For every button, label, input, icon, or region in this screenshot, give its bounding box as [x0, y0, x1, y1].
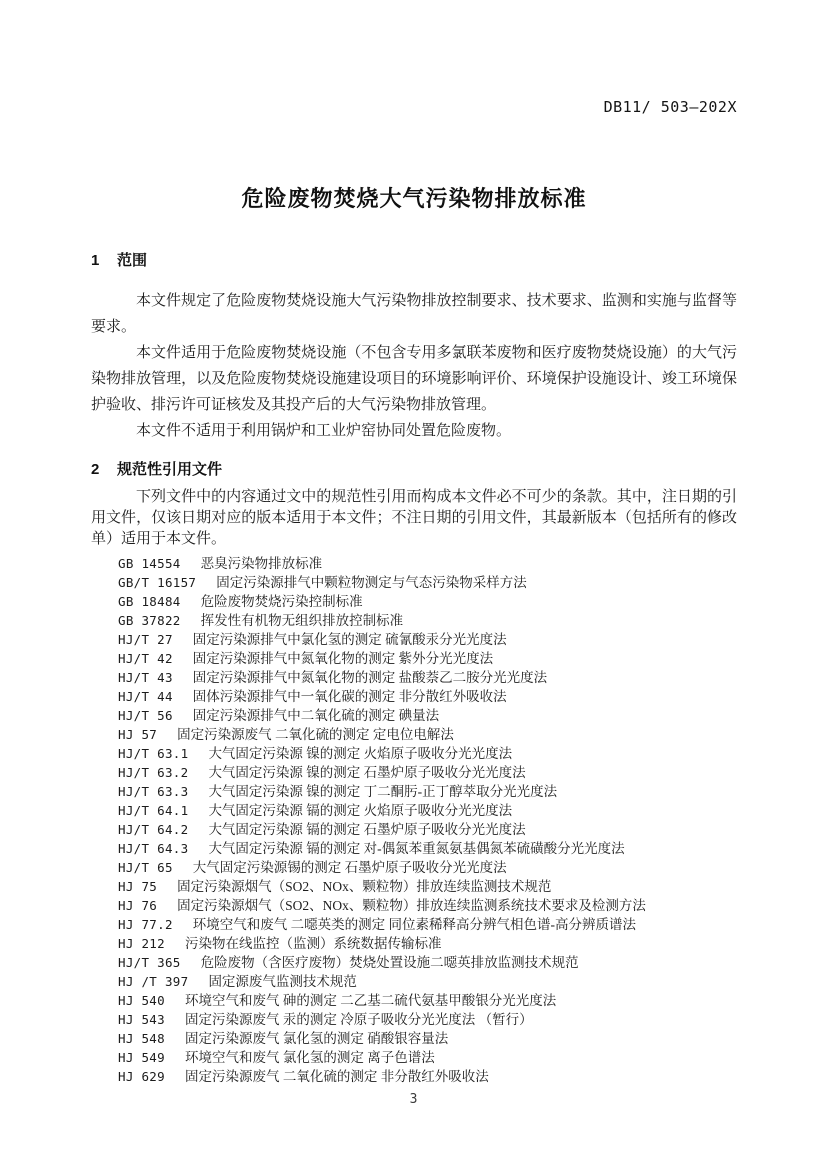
reference-item — [118, 972, 737, 991]
reference-title: 环境空气和废气 砷的测定 二乙基二硫代氨基甲酸银分光光度法 — [184, 993, 557, 1008]
section-2-number: 2 — [91, 461, 100, 478]
reference-code: HJ /T 397 — [118, 974, 189, 989]
reference-item — [118, 630, 737, 649]
reference-item — [118, 649, 737, 668]
reference-title: 固体污染源排气中一氧化碳的测定 非分散红外吸收法 — [192, 689, 507, 704]
paragraph: 下列文件中的内容通过文中的规范性引用而构成本文件必不可少的条款。其中，注日期的引用文件，仅该日期对应的版本适用于本文件；不注日期的引用文件，其最新版本（包括所有的修改单）适用于本文件。 — [91, 489, 737, 547]
reference-title: 固定污染源排气中氮氧化物的测定 紫外分光光度法 — [192, 651, 494, 666]
reference-code: HJ/T 43 — [118, 670, 173, 685]
reference-code: HJ 76 — [118, 898, 158, 913]
reference-item — [118, 896, 737, 915]
reference-item — [118, 782, 737, 801]
reference-code: HJ/T 44 — [118, 689, 173, 704]
reference-item — [118, 1029, 737, 1048]
paragraph: 本文件适用于危险废物焚烧设施（不包含专用多氯联苯废物和医疗废物焚烧设施）的大气污染物排放管理，以及危险废物焚烧设施建设项目的环境影响评价、环境保护设施设计、竣工环境保护验收、排污许可证核发及其投产后的大气污染物排放管理。 — [91, 345, 737, 413]
section-1-heading — [91, 249, 737, 270]
section-1-number: 1 — [91, 252, 100, 269]
reference-item — [118, 858, 737, 877]
reference-code: HJ/T 63.1 — [118, 746, 189, 761]
reference-item — [118, 744, 737, 763]
reference-title: 固定污染源废气 二氧化硫的测定 非分散红外吸收法 — [184, 1069, 489, 1084]
reference-item — [118, 1010, 737, 1029]
references-list — [91, 554, 737, 1086]
reference-title: 大气固定污染源锡的测定 石墨炉原子吸收分光光度法 — [192, 860, 507, 875]
reference-code: GB 14554 — [118, 556, 181, 571]
standard-code-header: DB11/ 503—202X — [603, 98, 737, 116]
reference-code: HJ 540 — [118, 993, 165, 1008]
reference-title: 大气固定污染源 镍的测定 石墨炉原子吸收分光光度法 — [208, 765, 526, 780]
reference-title: 污染物在线监控（监测）系统数据传输标准 — [184, 936, 442, 951]
reference-title: 固定污染源废气 二氧化硫的测定 定电位电解法 — [177, 727, 454, 742]
reference-code: HJ 543 — [118, 1012, 165, 1027]
paragraph: 本文件不适用于利用锅炉和工业炉窑协同处置危险废物。 — [136, 423, 512, 439]
reference-title: 环境空气和废气 二噁英类的测定 同位素稀释高分辨气相色谱-高分辨质谱法 — [192, 917, 637, 932]
reference-code: HJ/T 27 — [118, 632, 173, 647]
reference-title: 固定污染源废气 汞的测定 冷原子吸收分光光度法 （暂行） — [184, 1012, 533, 1027]
reference-code: HJ 549 — [118, 1050, 165, 1065]
reference-item — [118, 725, 737, 744]
reference-title: 固定污染源烟气（SO2、NOx、颗粒物）排放连续监测技术规范 — [177, 879, 552, 894]
reference-item — [118, 573, 737, 592]
reference-code: HJ 548 — [118, 1031, 165, 1046]
reference-code: HJ/T 63.2 — [118, 765, 189, 780]
reference-item — [118, 687, 737, 706]
reference-item — [118, 915, 737, 934]
reference-item — [118, 953, 737, 972]
reference-title: 固定污染源废气 氯化氢的测定 硝酸银容量法 — [184, 1031, 449, 1046]
reference-item — [118, 592, 737, 611]
reference-item — [118, 763, 737, 782]
reference-title: 固定污染源排气中二氧化硫的测定 碘量法 — [192, 708, 440, 723]
reference-title: 恶臭污染物排放标准 — [200, 556, 323, 571]
section-1-title: 范围 — [117, 252, 148, 269]
reference-item — [118, 934, 737, 953]
reference-item — [118, 1048, 737, 1067]
reference-item — [118, 668, 737, 687]
reference-item — [118, 801, 737, 820]
reference-code: HJ/T 56 — [118, 708, 173, 723]
section-scope — [91, 249, 737, 444]
reference-item — [118, 991, 737, 1010]
reference-item — [118, 706, 737, 725]
reference-item — [118, 877, 737, 896]
reference-code: HJ 629 — [118, 1069, 165, 1084]
reference-title: 固定污染源排气中氮氧化物的测定 盐酸萘乙二胺分光光度法 — [192, 670, 548, 685]
reference-title: 环境空气和废气 氯化氢的测定 离子色谱法 — [184, 1050, 435, 1065]
reference-title: 固定污染源烟气（SO2、NOx、颗粒物）排放连续监测系统技术要求及检测方法 — [177, 898, 646, 913]
reference-title: 大气固定污染源 镉的测定 对-偶氮苯重氮氨基偶氮苯硫磺酸分光光度法 — [208, 841, 625, 856]
reference-code: GB/T 16157 — [118, 575, 197, 590]
reference-code: HJ/T 365 — [118, 955, 181, 970]
reference-title: 固定污染源排气中颗粒物测定与气态污染物采样方法 — [216, 575, 527, 590]
reference-code: HJ 75 — [118, 879, 158, 894]
reference-title: 大气固定污染源 镍的测定 丁二酮肟-正丁醇萃取分光光度法 — [208, 784, 558, 799]
section-normative-references — [91, 458, 737, 1086]
reference-title: 大气固定污染源 镉的测定 火焰原子吸收分光光度法 — [208, 803, 513, 818]
section-2-heading — [91, 458, 737, 479]
reference-code: HJ/T 65 — [118, 860, 173, 875]
page-number: 3 — [409, 1092, 418, 1107]
reference-title: 固定污染源排气中氯化氢的测定 硫氰酸汞分光光度法 — [192, 632, 507, 647]
reference-title: 固定源废气监测技术规范 — [208, 974, 357, 989]
reference-code: HJ/T 42 — [118, 651, 173, 666]
document-title: 危险废物焚烧大气污染物排放标准 — [241, 186, 587, 211]
reference-code: HJ/T 63.3 — [118, 784, 189, 799]
paragraph: 本文件规定了危险废物焚烧设施大气污染物排放控制要求、技术要求、监测和实施与监督等要求。 — [91, 293, 737, 335]
reference-title: 危险废物（含医疗废物）焚烧处置设施二噁英排放监测技术规范 — [200, 955, 579, 970]
reference-code: HJ/T 64.1 — [118, 803, 189, 818]
reference-item — [118, 554, 737, 573]
reference-title: 大气固定污染源 镍的测定 火焰原子吸收分光光度法 — [208, 746, 513, 761]
reference-code: GB 37822 — [118, 613, 181, 628]
reference-code: HJ 77.2 — [118, 917, 173, 932]
reference-title: 挥发性有机物无组织排放控制标准 — [200, 613, 404, 628]
reference-item — [118, 611, 737, 630]
reference-item — [118, 1067, 737, 1086]
reference-code: HJ/T 64.2 — [118, 822, 189, 837]
reference-title: 危险废物焚烧污染控制标准 — [200, 594, 363, 609]
reference-code: HJ 212 — [118, 936, 165, 951]
reference-item — [118, 839, 737, 858]
section-2-title: 规范性引用文件 — [117, 461, 223, 478]
reference-code: HJ 57 — [118, 727, 158, 742]
reference-code: HJ/T 64.3 — [118, 841, 189, 856]
reference-code: GB 18484 — [118, 594, 181, 609]
reference-item — [118, 820, 737, 839]
reference-title: 大气固定污染源 镉的测定 石墨炉原子吸收分光光度法 — [208, 822, 526, 837]
